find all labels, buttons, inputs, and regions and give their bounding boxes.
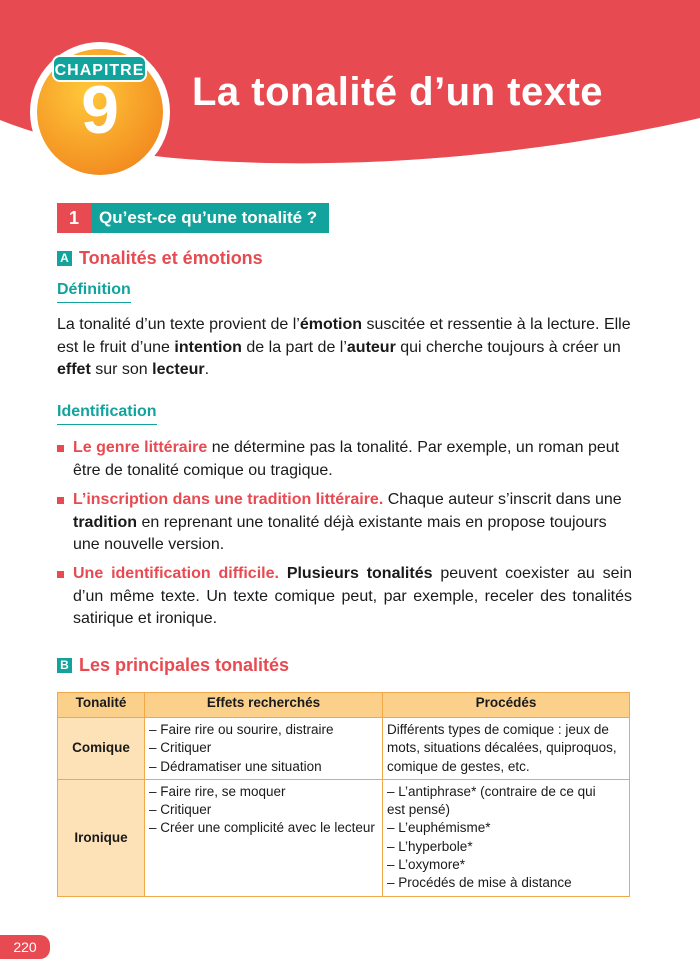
definition-heading: Définition bbox=[57, 281, 131, 303]
subsection-title: Les principales tonalités bbox=[79, 655, 290, 675]
column-header: Tonalité bbox=[58, 693, 145, 718]
subsection-letter: A bbox=[57, 251, 72, 266]
column-header: Effets recherchés bbox=[145, 693, 383, 718]
section-title: Qu’est-ce qu’une tonalité ? bbox=[91, 203, 329, 233]
subsection-a-heading bbox=[57, 248, 263, 269]
effects-cell: – Faire rire, se moquer – Critiquer – Créer une complicité avec le lecteur bbox=[145, 779, 383, 896]
subsection-b-heading bbox=[57, 655, 289, 676]
table-row bbox=[58, 779, 630, 896]
list-item: Le genre littéraire ne détermine pas la tonalité. Par exemple, un roman peut être de tonalité comique ou tragique. bbox=[57, 437, 632, 482]
bullet-square-icon bbox=[57, 571, 64, 578]
subsection-letter: B bbox=[57, 658, 72, 673]
chapter-number: 9 bbox=[81, 72, 119, 148]
chapter-title: La tonalité d’un texte bbox=[192, 70, 604, 114]
procedures-cell: Différents types de comique : jeux de mots, situations décalées, quiproquos, comique de gestes, etc. bbox=[383, 718, 630, 780]
page-number: 220 bbox=[0, 935, 50, 959]
tonalities-table bbox=[57, 692, 630, 897]
bullet-square-icon bbox=[57, 445, 64, 452]
bullet-square-icon bbox=[57, 497, 64, 504]
procedures-cell: – L’antiphrase* (contraire de ce qui est pensé) – L’euphémisme* – L’hyperbole* – L’oxymore* – Procédés de mise à distance bbox=[383, 779, 630, 896]
tonality-name: Ironique bbox=[58, 779, 145, 896]
column-header: Procédés bbox=[383, 693, 630, 718]
table-row bbox=[58, 718, 630, 780]
definition-paragraph: La tonalité d’un texte provient de l’émotion suscitée et ressentie à la lecture. Elle est le fruit d’une intention de la part de l’auteur qui cherche toujours à créer un effet sur son lecteur. bbox=[57, 316, 631, 378]
subsection-title: Tonalités et émotions bbox=[79, 248, 263, 268]
chapter-label: CHAPITRE bbox=[52, 55, 147, 82]
identification-heading: Identification bbox=[57, 403, 157, 425]
table-header-row bbox=[58, 693, 630, 718]
section-number: 1 bbox=[57, 203, 91, 233]
list-item: Une identification difficile. Plusieurs tonalités peuvent coexister au sein d’un même texte. Un texte comique peut, par exemple, receler des tonalités satirique et ironique. bbox=[57, 563, 632, 631]
section-1-heading bbox=[57, 203, 329, 233]
list-item: L’inscription dans une tradition littéraire. Chaque auteur s’inscrit dans une tradition en reprenant une tonalité déjà existante mais en propose toujours une nouvelle version. bbox=[57, 489, 632, 557]
effects-cell: – Faire rire ou sourire, distraire – Critiquer – Dédramatiser une situation bbox=[145, 718, 383, 780]
tonality-name: Comique bbox=[58, 718, 145, 780]
